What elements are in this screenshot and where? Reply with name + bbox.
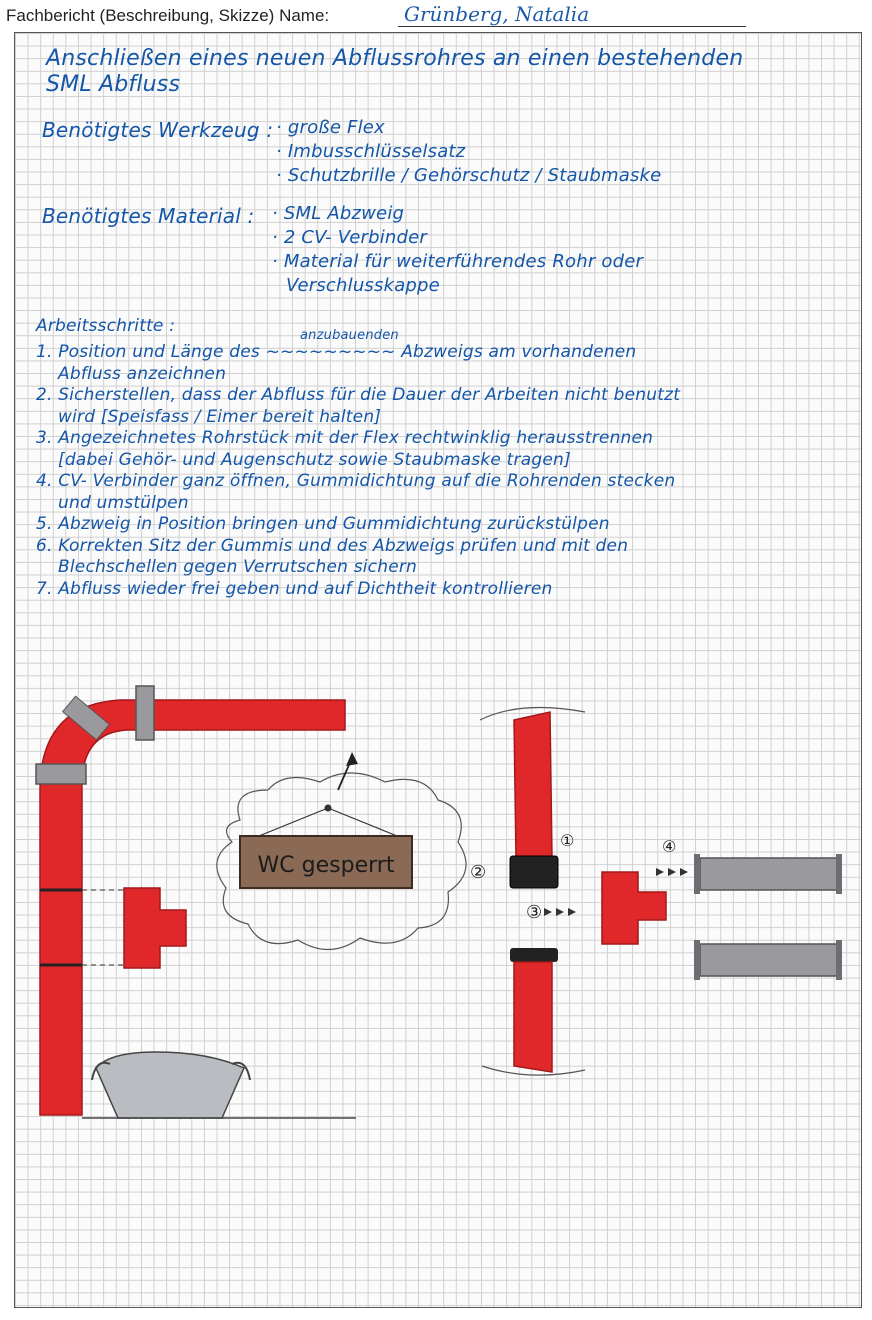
pipe-clamp — [136, 686, 154, 740]
direction-arrows — [656, 868, 688, 876]
sign-string — [328, 808, 402, 838]
sign-string — [254, 808, 328, 838]
wc-sign-text: WC gesperrt — [257, 853, 395, 878]
marker-1: ① — [560, 831, 575, 850]
material-item: · Material für weiterführendes Rohr oder — [272, 251, 644, 272]
direction-arrows — [544, 908, 576, 916]
existing-pipe-drawing — [36, 686, 356, 1118]
material-item: Verschlusskappe — [286, 275, 440, 296]
marker-4: ④ — [662, 837, 677, 856]
tee-fitting — [124, 888, 186, 968]
material-item: · 2 CV- Verbinder — [272, 227, 428, 248]
upper-pipe — [514, 712, 552, 858]
gasket-ring — [510, 948, 558, 962]
step-line: Abfluss anzeichnen — [58, 363, 227, 384]
tee-abzweig — [602, 872, 666, 944]
steel-pipe-end — [836, 854, 842, 894]
tool-item: · Imbusschlüsselsatz — [276, 141, 466, 162]
step-line: und umstülpen — [58, 492, 189, 513]
step-line: 5. Abzweig in Position bringen und Gummidichtung zurückstülpen — [36, 514, 610, 534]
steel-pipe — [700, 858, 838, 890]
steel-pipe — [700, 944, 838, 976]
step-line: 3. Angezeichnetes Rohrstück mit der Flex rechtwinklig herausstrennen — [36, 428, 654, 448]
pipe-elbow — [40, 700, 345, 1115]
steel-pipe-end — [836, 940, 842, 980]
arrow-head — [346, 752, 358, 766]
lower-pipe — [514, 962, 552, 1072]
bucket — [96, 1052, 244, 1118]
step-line: 1. Position und Länge des ~~~~~~~~~ Abzweigs am vorhandenen — [36, 342, 637, 362]
steel-pipe-end — [694, 940, 700, 980]
step-line: wird [Speisfass / Eimer bereit halten] — [58, 406, 382, 427]
tool-item: · große Flex — [276, 117, 385, 138]
step-line: 4. CV- Verbinder ganz öffnen, Gummidichtung auf die Rohrenden stecken — [36, 471, 676, 491]
marker-3: ③ — [526, 902, 543, 923]
header-label: Fachbericht (Beschreibung, Skizze) Name: — [6, 6, 330, 25]
step-line: 2. Sicherstellen, dass der Abfluss für die Dauer der Arbeiten nicht benutzt — [36, 385, 681, 405]
student-name: Grünberg, Natalia — [404, 2, 590, 26]
step-line: [dabei Gehör- und Augenschutz sowie Staubmaske tragen] — [58, 449, 571, 470]
tool-item: · Schutzbrille / Gehörschutz / Staubmaske — [276, 165, 662, 186]
assembly-drawing — [470, 708, 842, 1076]
step-line: Blechschellen gegen Verrutschen sichern — [58, 557, 418, 577]
steps-correction: anzubauenden — [300, 328, 399, 343]
title-line-1: Anschließen eines neuen Abflussrohres an einen bestehenden — [46, 46, 744, 71]
steel-pipe-end — [694, 854, 700, 894]
pipe-clamp — [36, 764, 86, 784]
marker-2: ② — [470, 862, 487, 883]
step-line: 6. Korrekten Sitz der Gummis und des Abzweigs prüfen und mit den — [36, 535, 629, 556]
cv-connector — [510, 856, 558, 888]
steps-label: Arbeitsschritte : — [36, 316, 176, 336]
thought-cloud — [217, 752, 466, 950]
material-label: Benötigtes Material : — [42, 204, 255, 228]
step-line: 7. Abfluss wieder frei geben und auf Dichtheit kontrollieren — [36, 578, 553, 599]
title-line-2: SML Abfluss — [46, 72, 181, 97]
tools-label: Benötigtes Werkzeug : — [42, 118, 274, 142]
material-item: · SML Abzweig — [272, 203, 405, 224]
